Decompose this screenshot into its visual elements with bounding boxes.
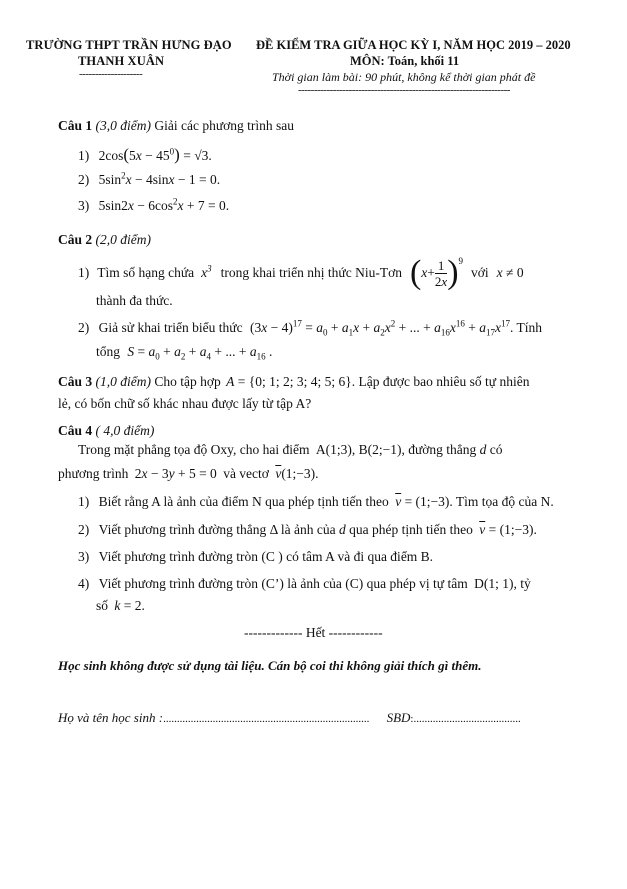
q4-item-num: 3) (78, 549, 90, 564)
q4-item-2 (78, 522, 537, 538)
q1-item-num: 3) (78, 198, 90, 213)
q1-item-1 (78, 145, 212, 165)
q1-item-3 (78, 198, 229, 214)
q1-prompt: Giải các phương trình sau (154, 118, 295, 133)
q2-sum-expr: $S = a_0 + a_2 + a_4$ + ... + $a_{16}$ . (127, 344, 273, 362)
q3-label: Câu 3 (58, 374, 93, 389)
q2-item-num: 1) (78, 265, 90, 280)
q1-heading (58, 118, 294, 134)
q4-heading (58, 423, 154, 439)
school-district: THANH XUÂN (78, 54, 165, 68)
q4-item-4 (78, 576, 531, 592)
q4-item4-a: Viết phương trình đường tròn (C’) là ảnh của (C) qua phép vị tự tâm (98, 576, 468, 591)
q1-label: Câu 1 (58, 118, 93, 133)
q2-binomial: ( x + $\frac{1}{2x}$ ) $^9$ (409, 254, 464, 291)
q4-item3-a: Viết phương trình đường tròn (C ) có tâm A và đi qua điểm B. (98, 549, 434, 564)
sbd-label: SBD (386, 710, 411, 725)
q4-points-ab: A(1;3), B(2;−1) (315, 442, 402, 457)
q2-item2-text-c: tổng (96, 344, 121, 359)
q4-item4-line2 (96, 598, 145, 614)
q4-vector-eq: $\overline{v}$ = (1;−3) (395, 494, 450, 509)
q4-item2-b: qua phép tịnh tiến theo (349, 522, 473, 537)
school-divider: -------------------- (79, 68, 143, 80)
q3-set: A = {0; 1; 2; 3; 4; 5; 6} (226, 374, 352, 389)
q4-line-d: d (339, 522, 346, 537)
q2-expansion: $(3x - 4)^{17} = a_0 + a_1x + a_2x^2$ + ... + $a_{16}x^{16} + a_{17}x^{17}$ (249, 318, 510, 338)
q2-item1-text-d: thành đa thức. (96, 293, 173, 308)
q2-label: Câu 2 (58, 232, 93, 247)
q4-intro-b: , đường thẳng (401, 442, 477, 457)
q4-item2-a: Viết phương trình đường thẳng Δ là ảnh của (98, 522, 336, 537)
q4-intro-e: và vectơ (223, 466, 269, 481)
q4-intro-line-1 (78, 442, 503, 458)
q1-points: (3,0 điểm) (95, 118, 151, 133)
q3-text-a: Cho tập hợp (154, 374, 221, 389)
q4-item-num: 2) (78, 522, 90, 537)
q2-item1-text-c: với (471, 265, 489, 280)
q3-points: (1,0 điểm) (95, 374, 151, 389)
title-divider: ------------------------------------------------------------------- (298, 84, 510, 96)
q4-vector: $\overline{v}(1;-3)$. (275, 466, 319, 481)
sbd-dots: :....................................... (410, 713, 521, 725)
exam-note: Học sinh không được sử dụng tài liệu. Cán bộ coi thi không giải thích gì thêm. (58, 658, 482, 673)
q2-item2-line2 (96, 344, 272, 360)
q4-item1-a: Biết rằng A là ảnh của điểm N qua phép tịnh tiến theo (98, 494, 389, 509)
q4-item1-b: . Tìm tọa độ của N. (449, 494, 554, 509)
q4-line-d: d (479, 442, 487, 457)
q4-label: Câu 4 (58, 423, 93, 438)
q4-ratio: k = 2. (114, 598, 145, 613)
student-name-label: Họ và tên học sinh : (58, 710, 164, 725)
q2-item-1 (78, 250, 524, 296)
q3-text-c: lẻ, có bốn chữ số khác nhau được lấy từ tập A? (58, 396, 312, 411)
exam-title: ĐỀ KIỂM TRA GIỮA HỌC KỲ I, NĂM HỌC 2019 – 2020 (256, 38, 571, 52)
q4-intro-d: phương trình (58, 466, 129, 481)
q4-center-d: D(1; 1) (474, 576, 514, 591)
q2-condition: x ≠ 0 (496, 265, 524, 280)
student-name-dots: ........................................................................... (163, 713, 370, 725)
q2-item1-text-a: Tìm số hạng chứa (97, 265, 195, 280)
exam-time-note: Thời gian làm bài: 90 phút, không kể thời gian phát đề (272, 70, 536, 84)
q1-item-num: 2) (78, 172, 90, 187)
q4-item-num: 1) (78, 494, 90, 509)
q4-points: ( 4,0 điểm) (95, 423, 155, 438)
q2-item-2 (78, 320, 542, 336)
q1-eq-1: $2\cos(5x - 45^0) = √3$. (98, 145, 212, 164)
q1-eq-3: $5\sin 2x - 6\cos^2x + 7 = 0$. (98, 196, 230, 213)
q1-eq-2: $5\sin^2x - 4\sin x - 1 = 0$. (98, 170, 221, 187)
q1-item-num: 1) (78, 148, 90, 163)
q4-item4-b: , tỷ (513, 576, 531, 591)
q2-item2-text-b: . Tính (509, 320, 542, 335)
q4-line-eq: 2x − 3y + 5 = 0 (134, 466, 217, 481)
q2-term-x3: $x^3$ (201, 263, 212, 280)
q4-vector-eq: $\overline{v}$ = (1;−3). (479, 522, 537, 537)
q2-item-num: 2) (78, 320, 90, 335)
q3-text-b: . Lập được bao nhiêu số tự nhiên (351, 374, 530, 389)
student-name-line (58, 710, 521, 726)
q2-heading (58, 232, 151, 248)
q3-line-1 (58, 374, 529, 390)
q4-item4-c: số (96, 598, 109, 613)
q1-item-2 (78, 172, 220, 188)
q4-intro-line-2 (58, 466, 319, 482)
q2-item2-text-a: Giả sử khai triển biểu thức (98, 320, 243, 335)
end-mark: ------------- Hết ------------ (244, 625, 383, 640)
q4-item-num: 4) (78, 576, 90, 591)
q2-points: (2,0 điểm) (95, 232, 151, 247)
q4-intro-a: Trong mặt phẳng tọa độ Oxy, cho hai điểm (78, 442, 310, 457)
school-name: TRƯỜNG THPT TRẦN HƯNG ĐẠO (26, 38, 232, 52)
q4-intro-c: có (489, 442, 503, 457)
q4-item-1 (78, 494, 554, 510)
exam-subject: MÔN: Toán, khối 11 (350, 54, 460, 68)
q4-item-3 (78, 549, 433, 565)
q2-item1-text-b: trong khai triển nhị thức Niu-Tơn (220, 265, 402, 280)
